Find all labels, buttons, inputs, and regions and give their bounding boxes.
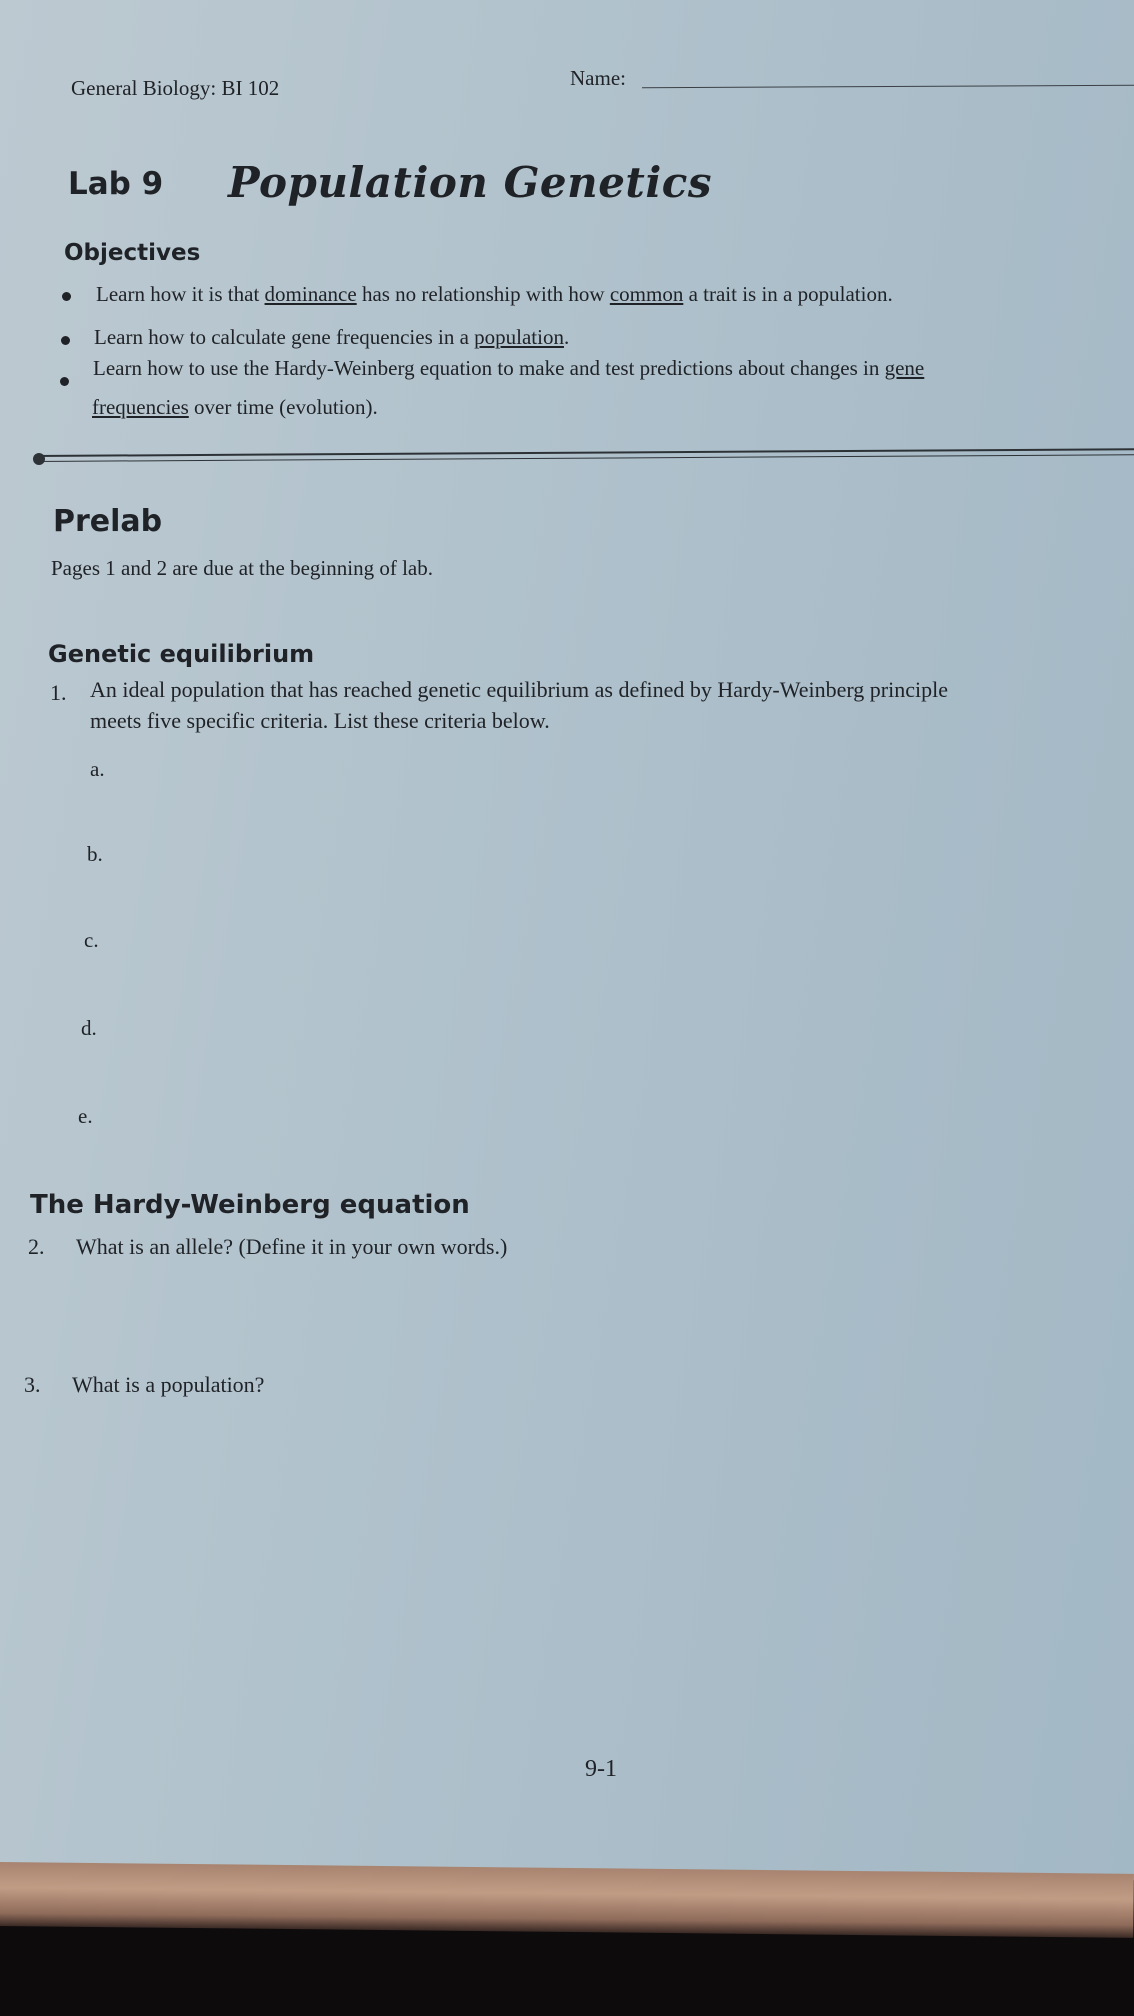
criteria-item-a: a.: [90, 757, 105, 781]
hardy-weinberg-heading: The Hardy-Weinberg equation: [30, 1190, 470, 1220]
course-title: General Biology: BI 102: [71, 76, 280, 100]
genetic-equilibrium-heading: Genetic equilibrium: [48, 640, 315, 668]
prelab-instructions: Pages 1 and 2 are due at the beginning of lab.: [51, 556, 433, 580]
criteria-item-e: e.: [78, 1104, 93, 1128]
question-3-number: 3.: [24, 1372, 41, 1397]
page-number: 9-1: [585, 1756, 617, 1782]
bullet-icon: [60, 377, 69, 386]
criteria-item-d: d.: [81, 1016, 97, 1040]
prelab-heading: Prelab: [53, 504, 163, 539]
name-label: Name:: [570, 66, 626, 90]
question-1-line-2: meets five specific criteria. List these criteria below.: [90, 708, 550, 733]
objective-item-2: Learn how to calculate gene frequencies in a population.: [94, 325, 570, 349]
objective-item-3-line-2: frequencies over time (evolution).: [92, 395, 378, 419]
criteria-item-c: c.: [84, 928, 99, 952]
criteria-item-b: b.: [87, 842, 103, 866]
objectives-heading: Objectives: [64, 240, 201, 266]
paper-stack-edge: [0, 1862, 1134, 1938]
lab-number: Lab 9: [68, 166, 164, 202]
name-blank-line: [642, 85, 1134, 89]
question-1-line-1: An ideal population that has reached genetic equilibrium as defined by Hardy-Weinberg principle: [90, 677, 948, 702]
bullet-icon: [62, 292, 71, 301]
objective-item-1: Learn how it is that dominance has no relationship with how common a trait is in a population.: [96, 282, 893, 306]
objective-item-3-line-1: Learn how to use the Hardy-Weinberg equation to make and test predictions about changes in gene: [93, 356, 925, 380]
question-1-number: 1.: [50, 680, 67, 705]
bullet-icon: [61, 336, 70, 345]
question-2-text: What is an allele? (Define it in your own words.): [76, 1234, 508, 1259]
question-2-number: 2.: [28, 1234, 45, 1259]
question-3-text: What is a population?: [72, 1372, 265, 1397]
lab-title: Population Genetics: [228, 158, 712, 207]
